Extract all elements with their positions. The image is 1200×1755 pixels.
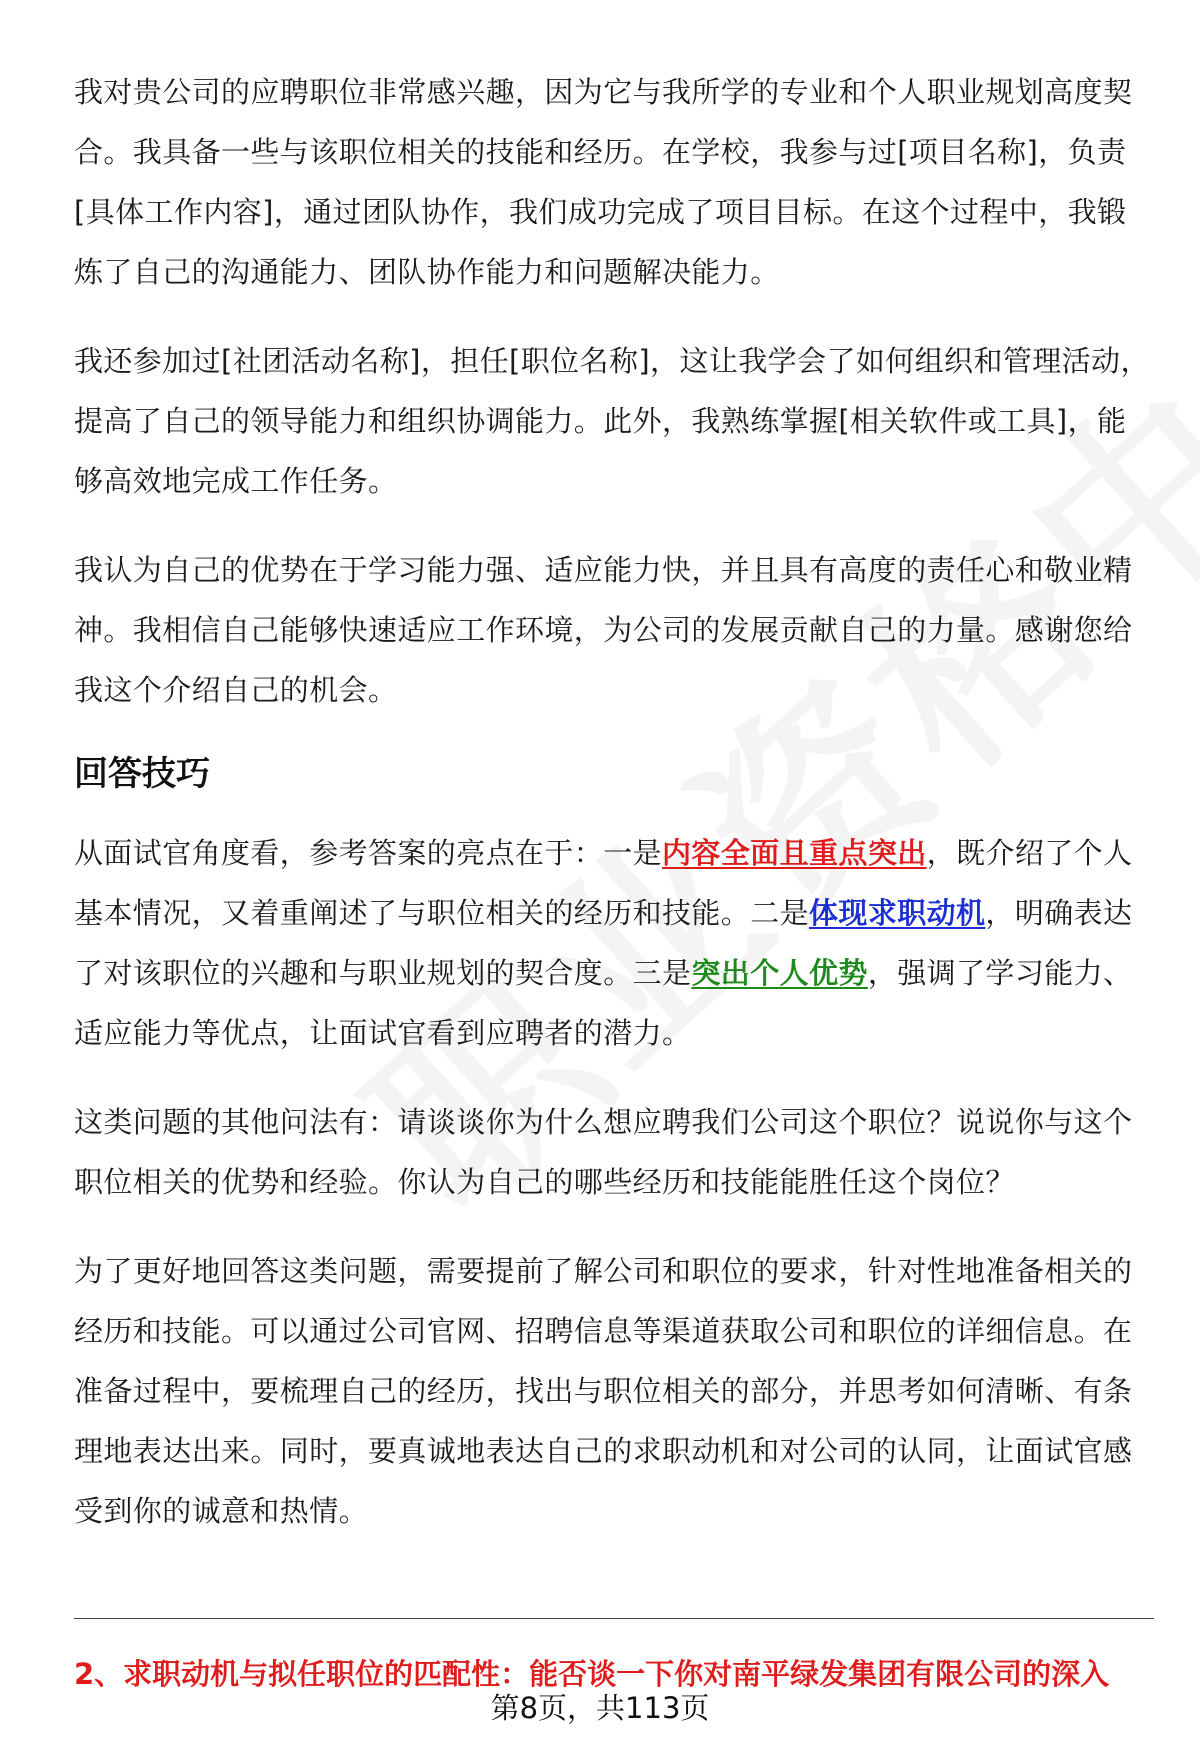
answer-paragraph-1: 我对贵公司的应聘职位非常感兴趣，因为它与我所学的专业和个人职业规划高度契合。我具备一些与该职位相关的技能和经历。在学校，我参与过[项目名称]，负责[具体工作内容]，通过团队协作，我们成功完成了项目目标。在这个过程中，我锻炼了自己的沟通能力、团队协作能力和问题解决能力。 (74, 75, 1133, 289)
highlight-blue: 体现求职动机 (809, 896, 986, 930)
tips-text-3: ，明确表达了对该职位的兴趣和与职业规划的契合度。三是 (74, 896, 1133, 990)
highlight-green: 突出个人优势 (691, 956, 868, 990)
preparation-paragraph: 为了更好地回答这类问题，需要提前了解公司和职位的要求，针对性地准备相关的经历和技能。可以通过公司官网、招聘信息等渠道获取公司和职位的详细信息。在准备过程中，要梳理自己的经历，找出与职位相关的部分，并思考如何清晰、有条理地表达出来。同时，要真诚地表达自己的求职动机和对公司的认同，让面试官感受到你的诚意和热情。 (74, 1254, 1133, 1528)
section-divider (74, 1618, 1154, 1619)
section-heading: 回答技巧 (74, 754, 210, 794)
document-body (74, 62, 1154, 1570)
tips-text-4: ，强调了学习能力、适应能力等优点，让面试官看到应聘者的潜力。 (74, 956, 1133, 1050)
tips-text-2: ，既介绍了个人基本情况，又着重阐述了与职位相关的经历和技能。二是 (74, 836, 1133, 930)
next-question-title: 2、求职动机与拟任职位的匹配性：能否谈一下你对南平绿发集团有限公司的深入 (74, 1657, 1110, 1691)
highlight-red: 内容全面且重点突出 (662, 836, 927, 870)
other-questions-paragraph: 这类问题的其他问法有：请谈谈你为什么想应聘我们公司这个职位？说说你与这个职位相关的优势和经验。你认为自己的哪些经历和技能能胜任这个岗位？ (74, 1105, 1133, 1199)
answer-paragraph-3: 我认为自己的优势在于学习能力强、适应能力快，并且具有高度的责任心和敬业精神。我相信自己能够快速适应工作环境，为公司的发展贡献自己的力量。感谢您给我这个介绍自己的机会。 (74, 553, 1133, 707)
page-number: 第8页，共113页 (490, 1691, 710, 1725)
answer-paragraph-2: 我还参加过[社团活动名称]，担任[职位名称]，这让我学会了如何组织和管理活动，提高了自己的领导能力和组织协调能力。此外，我熟练掌握[相关软件或工具]，能够高效地完成工作任务。 (74, 344, 1150, 498)
tips-text-1: 从面试官角度看，参考答案的亮点在于：一是 (74, 836, 663, 870)
tips-paragraph (74, 823, 1154, 1063)
